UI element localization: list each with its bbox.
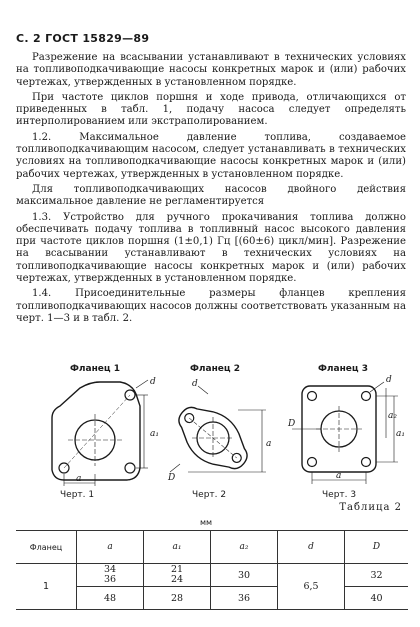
figure-2-caption: Черт. 2 bbox=[192, 490, 227, 500]
cell-a bbox=[77, 564, 144, 587]
label-d: d bbox=[150, 377, 156, 387]
flange-3-drawing bbox=[288, 375, 408, 488]
col-header-a2: a₂ bbox=[211, 531, 278, 564]
col-header-a: a bbox=[77, 531, 144, 564]
figure-1-title: Фланец 1 bbox=[70, 364, 120, 374]
label-a: a bbox=[336, 471, 342, 481]
label-d: d bbox=[192, 379, 198, 389]
table-label: Таблица 2 bbox=[339, 502, 402, 513]
label-a1: a₁ bbox=[396, 429, 405, 439]
cell-flange: 1 bbox=[16, 564, 77, 610]
cell-a: 48 bbox=[77, 587, 144, 610]
figure-3-title: Фланец 3 bbox=[318, 364, 368, 374]
label-D: D bbox=[288, 419, 296, 429]
label-a1: a₁ bbox=[150, 429, 159, 439]
cell-a2: 30 bbox=[211, 564, 278, 587]
cell-D: 40 bbox=[345, 587, 409, 610]
cell-d: 6,5 bbox=[278, 564, 345, 610]
cell-a1-value: 21 bbox=[170, 564, 184, 575]
label-D: D bbox=[168, 473, 176, 483]
col-header-d: d bbox=[278, 531, 345, 564]
figure-2-title: Фланец 2 bbox=[190, 364, 240, 374]
cell-a-value: 34 bbox=[103, 564, 117, 575]
label-a: a bbox=[266, 439, 272, 449]
col-header-flange: Фланец bbox=[16, 531, 77, 564]
paragraph: Разрежение на всасывании устанавливают в технических условиях на топливоподкачивающие насосы конкретных марок и (или) рабочих чертежах, утвержденных в установленном порядке. bbox=[16, 52, 406, 88]
cell-a-value: 36 bbox=[103, 574, 117, 585]
label-a2: a₂ bbox=[388, 411, 397, 421]
flange-dimensions-table bbox=[16, 530, 408, 610]
paragraph: При частоте циклов поршня и ходе привода, отличающихся от приведенных в табл. 1, подачу насоса следует определять интерполированием или экстраполированием. bbox=[16, 91, 406, 128]
paragraph: 1.2. Максимальное давление топлива, создаваемое топливоподкачивающим насосом, следует устанавливать в технических условиях на топливоподкачивающие насосы конкретных марок и (или) рабочих чертежах, утвержденных в установленном порядке. bbox=[16, 131, 406, 180]
label-a: a bbox=[76, 474, 82, 484]
cell-a1: 28 bbox=[144, 587, 211, 610]
col-header-a1: a₁ bbox=[144, 531, 211, 564]
flange-2-drawing bbox=[168, 380, 278, 490]
cell-a1 bbox=[144, 564, 211, 587]
col-header-D: D bbox=[345, 531, 409, 564]
table-units: мм bbox=[200, 518, 213, 527]
cell-D: 32 bbox=[345, 564, 409, 587]
paragraph: 1.3. Устройство для ручного прокачивания топлива должно обеспечивать подачу топлива в топливный насос высокого давления при частоте циклов поршня (1±0,1) Гц [(60±6) цикл/мин]. Разрежение на всасывании устанавливают в технических условиях на топливоподкачивающие насосы конкретных марок и (или) рабочих чертежах, утвержденных в установленном порядке. bbox=[16, 211, 406, 285]
paragraph: Для топливоподкачивающих насосов двойного действия максимальное давление не регламентируется bbox=[16, 183, 406, 208]
label-d: d bbox=[386, 375, 392, 385]
table-row bbox=[16, 564, 408, 587]
paragraph: 1.4. Присоединительные размеры фланцев крепления топливоподкачивающих насосов должны соответствовать указанным на черт. 1—3 и в табл. 2. bbox=[16, 288, 406, 324]
figure-1-caption: Черт. 1 bbox=[60, 490, 95, 500]
figure-3-caption: Черт. 3 bbox=[322, 490, 357, 500]
cell-a1-value: 24 bbox=[170, 574, 184, 585]
flange-1-drawing bbox=[40, 378, 160, 488]
page-header: С. 2 ГОСТ 15829—89 bbox=[16, 32, 150, 45]
cell-a2: 36 bbox=[211, 587, 278, 610]
body-text bbox=[16, 52, 406, 328]
